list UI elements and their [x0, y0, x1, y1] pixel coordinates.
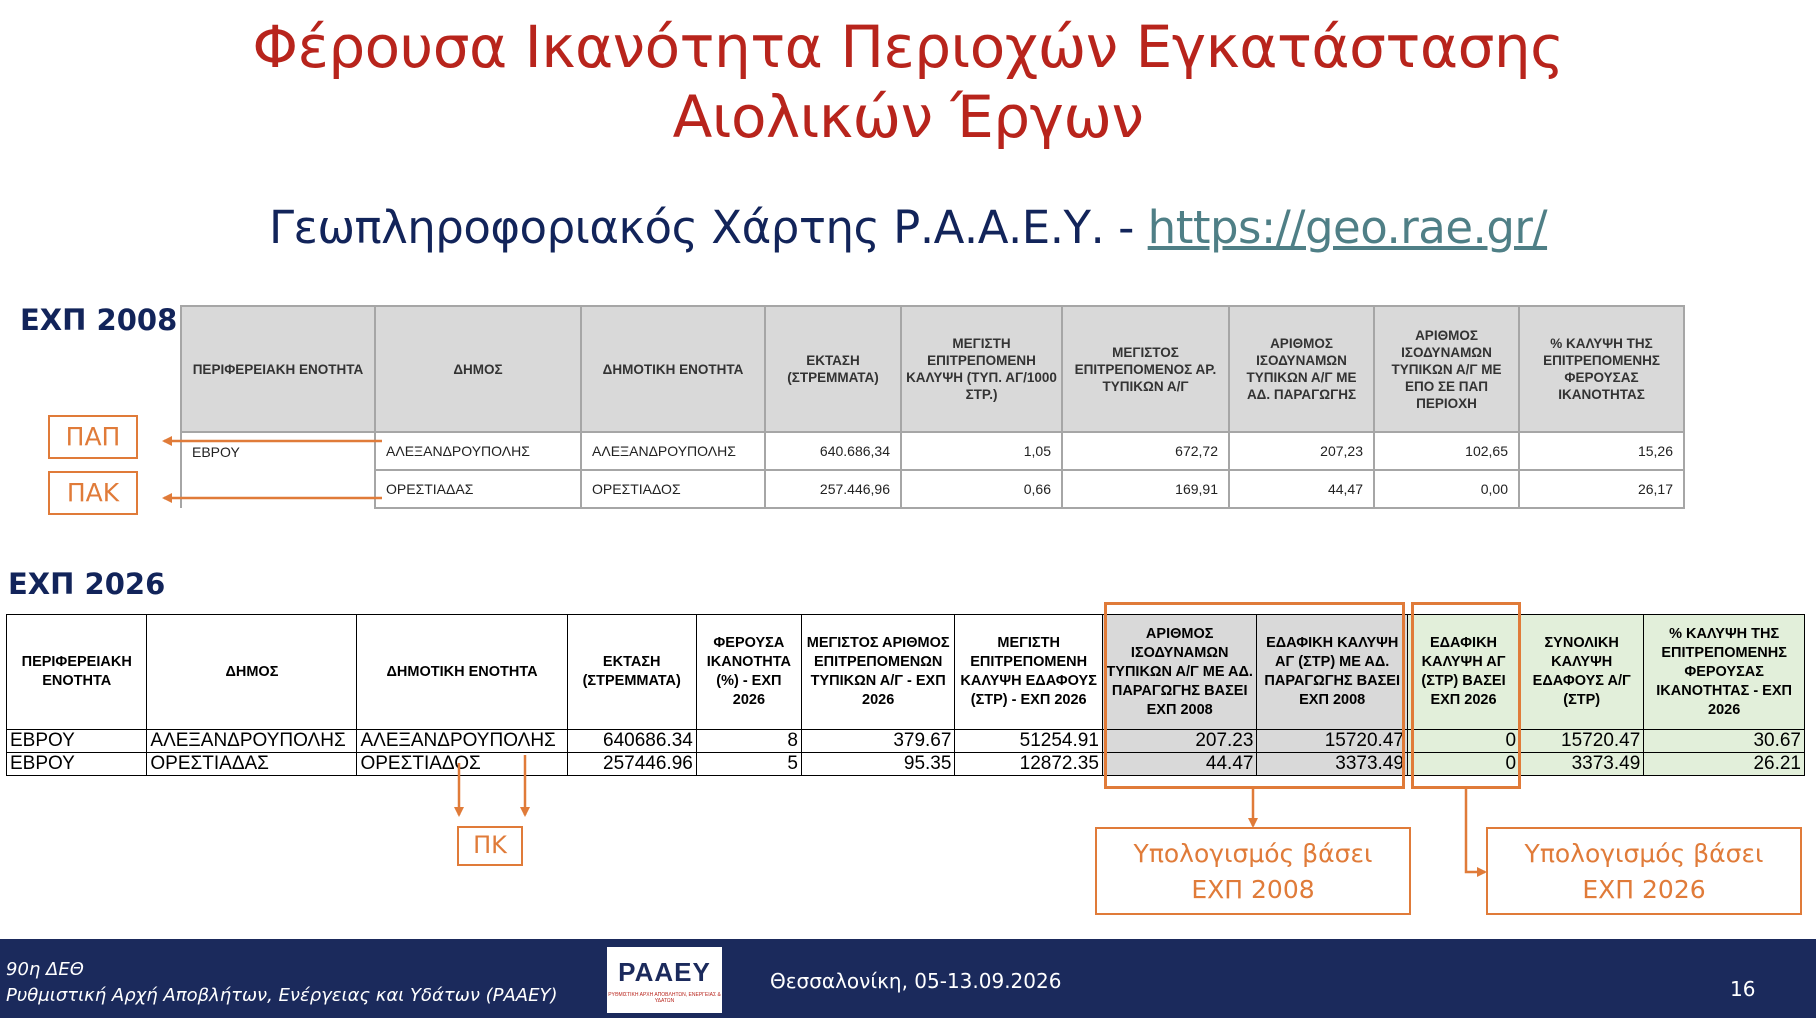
exp2008-calc-highlight [1104, 602, 1405, 789]
exp2008-header: ΑΡΙΘΜΟΣ ΙΣΟΔΥΝΑΜΩΝ ΤΥΠΙΚΩΝ Α/Γ ΜΕ ΑΔ. ΠΑΡΑΓΩΓΗΣ [1229, 306, 1374, 432]
table-cell: 640.686,34 [765, 432, 901, 470]
exp2008-header: % ΚΑΛΥΨΗ ΤΗΣ ΕΠΙΤΡΕΠΟΜΕΝΗΣ ΦΕΡΟΥΣΑΣ ΙΚΑΝΟΤΗΤΑΣ [1519, 306, 1684, 432]
table-cell: 169,91 [1062, 470, 1229, 508]
exp2008-header: ΕΚΤΑΣΗ (ΣΤΡΕΜΜΑΤΑ) [765, 306, 901, 432]
slide-subtitle [0, 200, 1816, 256]
footer-location-date: Θεσσαλονίκη, 05-13.09.2026 [770, 969, 1062, 993]
table-cell: 1,05 [901, 432, 1062, 470]
table-cell: 15720.47 [1257, 730, 1408, 753]
exp2008-header: ΠΕΡΙΦΕΡΕΙΑΚΗ ΕΝΟΤΗΤΑ [181, 306, 375, 432]
exp2026-table [6, 614, 1805, 776]
slide-title-line2: Αιολικών Έργων [672, 83, 1144, 151]
table-cell: 15720.47 [1520, 730, 1644, 753]
table-cell: 5 [696, 753, 801, 776]
table-cell: 640686.34 [567, 730, 696, 753]
calc2026-line2: ΕΧΠ 2026 [1582, 875, 1706, 904]
table-cell: 0 [1407, 753, 1519, 776]
exp2026-header: ΠΕΡΙΦΕΡΕΙΑΚΗ ΕΝΟΤΗΤΑ [7, 615, 147, 730]
logo-subtext: ΡΥΘΜΙΣΤΙΚΗ ΑΡΧΗ ΑΠΟΒΛΗΤΩΝ, ΕΝΕΡΓΕΙΑΣ & ΥΔΑΤΩΝ [608, 992, 721, 1004]
table-row [181, 470, 1684, 508]
exp2026-header: ΣΥΝΟΛΙΚΗ ΚΑΛΥΨΗ ΕΔΑΦΟΥΣ Α/Γ (ΣΤΡ) [1520, 615, 1644, 730]
exp2026-header: ΔΗΜΟΣ [147, 615, 357, 730]
calc2008-line2: ΕΧΠ 2008 [1191, 875, 1315, 904]
table-cell: ΑΛΕΞΑΝΔΡΟΥΠΟΛΗΣ [375, 432, 581, 470]
table-cell: 44.47 [1102, 753, 1257, 776]
table-cell: 44,47 [1229, 470, 1374, 508]
pak-label-box: ΠΑΚ [48, 471, 138, 515]
calc2026-box [1486, 827, 1802, 915]
calc2026-arrow [1466, 789, 1485, 872]
slide-title [0, 12, 1816, 152]
table-cell: 8 [696, 730, 801, 753]
exp2008-table [180, 305, 1685, 509]
table-cell: ΟΡΕΣΤΙΑΔΟΣ [357, 753, 567, 776]
table-cell: ΟΡΕΣΤΙΑΔΟΣ [581, 470, 765, 508]
footer-left [6, 957, 558, 1009]
exp2026-header: ΕΚΤΑΣΗ (ΣΤΡΕΜΜΑΤΑ) [567, 615, 696, 730]
logo-text: ΡΑΑΕΥ [618, 957, 711, 987]
table-cell: 257446.96 [567, 753, 696, 776]
page-number: 16 [1730, 977, 1756, 1001]
exp2008-header: ΜΕΓΙΣΤΗ ΕΠΙΤΡΕΠΟΜΕΝΗ ΚΑΛΥΨΗ (ΤΥΠ. ΑΓ/1000 ΣΤΡ.) [901, 306, 1062, 432]
table-cell: 102,65 [1374, 432, 1519, 470]
exp2008-header: ΜΕΓΙΣΤΟΣ ΕΠΙΤΡΕΠΟΜΕΝΟΣ ΑΡ. ΤΥΠΙΚΩΝ Α/Γ [1062, 306, 1229, 432]
exp2026-header: ΔΗΜΟΤΙΚΗ ΕΝΟΤΗΤΑ [357, 615, 567, 730]
table-cell: 26,17 [1519, 470, 1684, 508]
geo-rae-link[interactable]: https://geo.rae.gr/ [1147, 201, 1548, 254]
table-row [181, 432, 1684, 470]
table-cell: 379.67 [801, 730, 955, 753]
exp2008-header: ΔΗΜΟΣ [375, 306, 581, 432]
table-cell: 257.446,96 [765, 470, 901, 508]
exp2008-header: ΔΗΜΟΤΙΚΗ ΕΝΟΤΗΤΑ [581, 306, 765, 432]
table-cell: 12872.35 [955, 753, 1102, 776]
table-cell: 51254.91 [955, 730, 1102, 753]
exp2026-header: ΜΕΓΙΣΤΗ ΕΠΙΤΡΕΠΟΜΕΝΗ ΚΑΛΥΨΗ ΕΔΑΦΟΥΣ (ΣΤΡ) - ΕΧΠ 2026 [955, 615, 1102, 730]
table-cell: ΑΛΕΞΑΝΔΡΟΥΠΟΛΗΣ [147, 730, 357, 753]
exp2026-header: ΑΡΙΘΜΟΣ ΙΣΟΔΥΝΑΜΩΝ ΤΥΠΙΚΩΝ Α/Γ ΜΕ ΑΔ. ΠΑΡΑΓΩΓΗΣ ΒΑΣΕΙ ΕΧΠ 2008 [1102, 615, 1257, 730]
subtitle-text: Γεωπληροφοριακός Χάρτης Ρ.Α.Α.Ε.Υ. - [268, 201, 1148, 254]
table-cell: ΕΒΡΟΥ [7, 753, 147, 776]
pap-label-box: ΠΑΠ [48, 415, 138, 459]
exp2026-label: ΕΧΠ 2026 [8, 567, 166, 601]
table-cell: 95.35 [801, 753, 955, 776]
calc2008-line1: Υπολογισμός βάσει [1133, 839, 1373, 868]
exp2026-header: ΜΕΓΙΣΤΟΣ ΑΡΙΘΜΟΣ ΕΠΙΤΡΕΠΟΜΕΝΩΝ ΤΥΠΙΚΩΝ Α/Γ - ΕΧΠ 2026 [801, 615, 955, 730]
table-cell: 207.23 [1102, 730, 1257, 753]
table-cell: ΕΒΡΟΥ [7, 730, 147, 753]
pk-label-box: ΠΚ [457, 826, 523, 866]
table-cell: 15,26 [1519, 432, 1684, 470]
exp2026-header: ΦΕΡΟΥΣΑ ΙΚΑΝΟΤΗΤΑ (%) - ΕΧΠ 2026 [696, 615, 801, 730]
exp2026-header: ΕΔΑΦΙΚΗ ΚΑΛΥΨΗ ΑΓ (ΣΤΡ) ΒΑΣΕΙ ΕΧΠ 2026 [1407, 615, 1519, 730]
table-cell: 672,72 [1062, 432, 1229, 470]
exp2008-header: ΑΡΙΘΜΟΣ ΙΣΟΔΥΝΑΜΩΝ ΤΥΠΙΚΩΝ Α/Γ ΜΕ ΕΠΟ ΣΕ ΠΑΠ ΠΕΡΙΟΧΗ [1374, 306, 1519, 432]
table-cell: 207,23 [1229, 432, 1374, 470]
calc2026-line1: Υπολογισμός βάσει [1524, 839, 1764, 868]
table-cell: ΑΛΕΞΑΝΔΡΟΥΠΟΛΗΣ [581, 432, 765, 470]
table-row [7, 753, 1805, 776]
table-cell: 0 [1407, 730, 1519, 753]
table-cell: ΑΛΕΞΑΝΔΡΟΥΠΟΛΗΣ [357, 730, 567, 753]
table-cell: 0,66 [901, 470, 1062, 508]
table-cell: 3373.49 [1520, 753, 1644, 776]
table-cell: ΟΡΕΣΤΙΑΔΑΣ [375, 470, 581, 508]
exp2026-header: % ΚΑΛΥΨΗ ΤΗΣ ΕΠΙΤΡΕΠΟΜΕΝΗΣ ΦΕΡΟΥΣΑΣ ΙΚΑΝΟΤΗΤΑΣ - ΕΧΠ 2026 [1644, 615, 1805, 730]
table-cell: ΕΒΡΟΥ [181, 432, 375, 470]
slide-title-line1: Φέρουσα Ικανότητα Περιοχών Εγκατάστασης [252, 13, 1564, 81]
table-cell [181, 470, 375, 508]
exp2026-calc-highlight [1411, 602, 1521, 789]
table-cell: ΟΡΕΣΤΙΑΔΑΣ [147, 753, 357, 776]
footer-organization: Ρυθμιστική Αρχή Αποβλήτων, Ενέργειας και Υδάτων (ΡΑΑΕΥ) [6, 985, 558, 1006]
table-cell: 0,00 [1374, 470, 1519, 508]
exp2008-label: ΕΧΠ 2008 [20, 303, 178, 337]
raaey-logo [607, 947, 722, 1013]
table-cell: 30.67 [1644, 730, 1805, 753]
calc2008-box [1095, 827, 1411, 915]
table-cell: 3373.49 [1257, 753, 1408, 776]
slide-footer [0, 939, 1816, 1018]
table-cell: 26.21 [1644, 753, 1805, 776]
footer-event: 90η ΔΕΘ [6, 959, 84, 980]
table-row [7, 730, 1805, 753]
exp2026-header: ΕΔΑΦΙΚΗ ΚΑΛΥΨΗ ΑΓ (ΣΤΡ) ΜΕ ΑΔ. ΠΑΡΑΓΩΓΗΣ ΒΑΣΕΙ ΕΧΠ 2008 [1257, 615, 1408, 730]
